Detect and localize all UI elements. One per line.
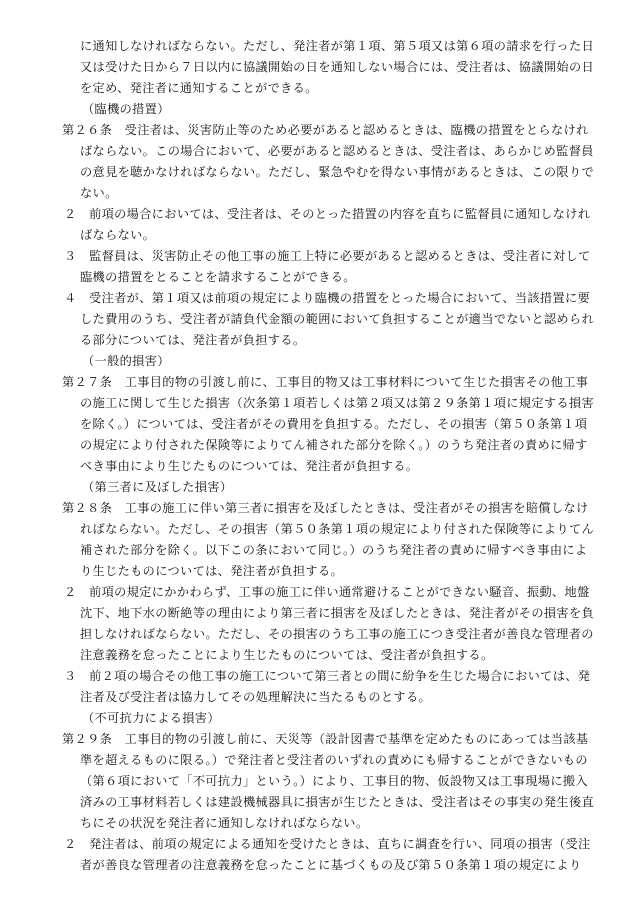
text-line: （第６項において「不可抗力」という。）により、工事目的物、仮設物又は工事現場に搬入 xyxy=(80,774,588,788)
section-heading: （第三者に及ぼした損害） xyxy=(82,480,233,494)
text-line: 沈下、地下水の断絶等の理由により第三者に損害を及ぼしたときは、発注者がその損害を負 xyxy=(80,606,595,620)
text-line: 担しなければならない。ただし、その損害のうち工事の施工につき受注者が善良な管理者の xyxy=(80,627,594,641)
text-line: 又は受けた日から７日以内に協議開始の日を通知しない場合には、受注者は、協議開始の日 xyxy=(80,60,595,74)
text-line: の意見を聴かなければならない。ただし、緊急やむを得ない事情があるときは、この限りで xyxy=(80,165,595,179)
paragraph-line: ３ 前２項の場合その他工事の施工について第三者との間に紛争を生じた場合においては、発 xyxy=(64,669,591,683)
text-line: に通知しなければならない。ただし、発注者が第１項、第５項又は第６項の請求を行った日 xyxy=(80,39,595,53)
text-line: ない。 xyxy=(80,186,118,200)
text-line: ればならない。ただし、その損害（第５０条第１項の規定により付された保険等によりてん xyxy=(80,522,595,536)
text-line: ばならない。 xyxy=(80,228,156,242)
paragraph-line: ２ 前項の規定にかかわらず、工事の施工に伴い通常避けることができない騒音、振動、地盤 xyxy=(64,585,590,599)
article-line: 第２８条 工事の施工に伴い第三者に損害を及ぼしたときは、受注者がその損害を賠償しなけ xyxy=(62,501,589,515)
text-line: べき事由により生じたものについては、発注者が負担する。 xyxy=(80,459,419,473)
section-heading: （臨機の措置） xyxy=(82,102,170,116)
text-line: ばならない。この場合において、必要があると認めるときは、受注者は、あらかじめ監督員 xyxy=(80,144,594,158)
section-heading: （不可抗力による損害） xyxy=(82,711,220,725)
text-line: 臨機の措置をとることを請求することができる。 xyxy=(80,270,356,284)
text-line: ちにその状況を発注者に通知しなければならない。 xyxy=(80,816,369,830)
text-line: の施工に関して生じた損害（次条第１項若しくは第２項又は第２９条第１項に規定する損害 xyxy=(80,396,595,410)
text-line: 注意義務を怠ったことにより生じたものについては、受注者が負担する。 xyxy=(80,648,494,662)
text-line: 済みの工事材料若しくは建設機械器具に損害が生じたときは、受注者はその事実の発生後直 xyxy=(80,795,595,809)
section-heading: （一般的損害） xyxy=(82,354,170,368)
text-line: 者が善良な管理者の注意義務を怠ったことに基づくもの及び第５０条第１項の規定により xyxy=(80,858,582,872)
text-line: 補された部分を除く。以下この条において同じ。）のうち発注者の責めに帰すべき事由によ xyxy=(80,543,588,557)
text-line: 注者及び受注者は協力してその処理解決に当たるものとする。 xyxy=(80,690,432,704)
paragraph-line: ４ 受注者が、第１項又は前項の規定により臨機の措置をとった場合において、当該措置に要 xyxy=(64,291,591,305)
paragraph-line: ２ 前項の場合においては、受注者は、そのとった措置の内容を直ちに監督員に通知しなけれ xyxy=(64,207,591,221)
paragraph-line: ３ 監督員は、災害防止その他工事の施工上特に必要があると認めるときは、受注者に対して xyxy=(64,249,591,263)
text-line: る部分については、発注者が負担する。 xyxy=(80,333,306,347)
text-line: を定め、発注者に通知することができる。 xyxy=(80,81,318,95)
text-line: を除く。）については、受注者がその費用を負担する。ただし、その損害（第５０条第１項 xyxy=(80,417,588,431)
text-line: した費用のうち、受注者が請負代金額の範囲において負担することが適当でないと認められ xyxy=(80,312,595,326)
article-line: 第２９条 工事目的物の引渡し前に、天災等（設計図書で基準を定めたものにあっては当該基 xyxy=(62,732,589,746)
text-line: 準を超えるものに限る。）で発注者と受注者のいずれの責めにも帰することができないもの xyxy=(80,753,588,767)
paragraph-line: ２ 発注者は、前項の規定による通知を受けたときは、直ちに調査を行い、同項の損害（受注 xyxy=(64,837,591,851)
text-line: り生じたものについては、発注者が負担する。 xyxy=(80,564,344,578)
article-line: 第２７条 工事目的物の引渡し前に、工事目的物又は工事材料について生じた損害その他工事 xyxy=(62,375,589,389)
article-line: 第２６条 受注者は、災害防止等のため必要があると認めるときは、臨機の措置をとらなけれ xyxy=(62,123,589,137)
text-line: の規定により付された保険等によりてん補された部分を除く。）のうち発注者の責めに帰す xyxy=(80,438,588,452)
